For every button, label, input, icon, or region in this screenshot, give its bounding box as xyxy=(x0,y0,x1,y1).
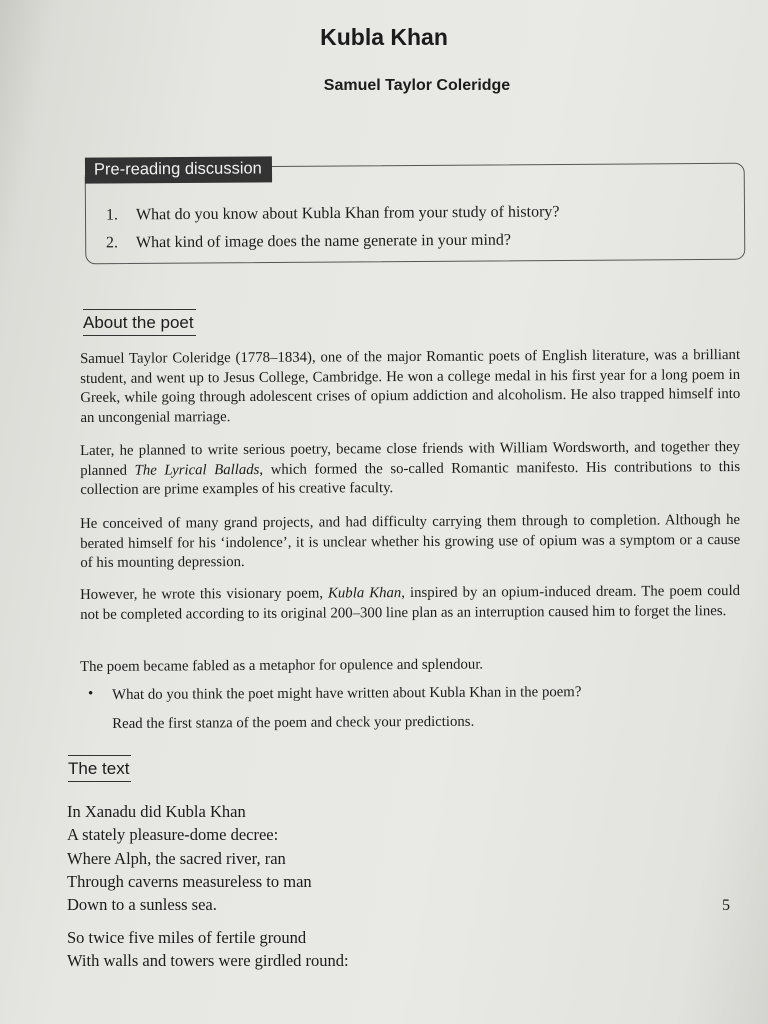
prediction-question: What do you think the poet might have written about Kubla Khan in the poem? xyxy=(112,684,582,703)
about-paragraph-1: Samuel Taylor Coleridge (1778–1834), one of the major Romantic poets of English literature, was a brilliant student, and went up to Jesus College, Cambridge. He won a college medal in his first year for a long poem in Greek, while going through adolescent crises of opium addiction and alcoholism. He also trapped himself into an uncongenial marriage. xyxy=(80,346,741,426)
about-poet-heading: About the poet xyxy=(83,309,196,336)
question-1 xyxy=(106,203,560,224)
about-paragraph-5: The poem became fabled as a metaphor for opulence and splendour. xyxy=(80,656,484,675)
question-2-number: 2. xyxy=(105,234,119,252)
prediction-instruction: Read the first stanza of the poem and check your predictions. xyxy=(112,713,475,732)
author-name: Samuel Taylor Coleridge xyxy=(323,77,511,94)
poem-stanza-1 xyxy=(67,800,312,916)
question-1-number: 1. xyxy=(105,206,119,224)
prediction-prompt xyxy=(112,677,732,739)
about-paragraph-3: He conceived of many grand projects, and had difficulty carrying them through to completion. Although he berated himself for his ‘indolence’, it is unclear whether his growing use of opium was a symptom or a cause of his mounting depression. xyxy=(80,511,741,571)
text-heading: The text xyxy=(68,755,131,782)
about-paragraph-4: However, he wrote this visionary poem, Kubla Khan, inspired by an opium-induced dream. The poem could not be completed according to its original 200–300 line plan as an interruption caused him to forget the lines. xyxy=(80,582,741,623)
book-title-italic: The Lyrical Ballads xyxy=(134,461,260,479)
poem-line: So twice five miles of fertile ground xyxy=(67,928,307,947)
bullet-icon: • xyxy=(88,686,94,702)
poem-stanza-2 xyxy=(67,926,349,973)
question-2 xyxy=(106,232,511,253)
about-paragraph-2: Later, he planned to write serious poetry, became close friends with William Wordsworth, and together they planned The Lyrical Ballads, which formed the so-called Romantic manifesto. His contributions to this collection are prime examples of his creative faculty. xyxy=(80,438,741,498)
question-1-text: What do you know about Kubla Khan from your study of history? xyxy=(135,203,560,224)
poem-line: Through caverns measureless to man xyxy=(67,871,312,891)
pre-reading-label: Pre-reading discussion xyxy=(85,156,272,183)
question-2-text: What kind of image does the name generate in your mind? xyxy=(135,231,512,252)
poem-line: Down to a sunless sea. xyxy=(67,895,217,915)
poem-line: In Xanadu did Kubla Khan xyxy=(67,802,246,821)
poem-line: A stately pleasure-dome decree: xyxy=(67,825,279,845)
poem-title-italic: Kubla Khan, xyxy=(327,585,406,602)
poem-line: With walls and towers were girdled round: xyxy=(67,951,349,971)
line-number: 5 xyxy=(722,897,730,914)
page-title: Kubla Khan xyxy=(320,24,448,50)
poem-line: Where Alph, the sacred river, ran xyxy=(67,848,286,868)
